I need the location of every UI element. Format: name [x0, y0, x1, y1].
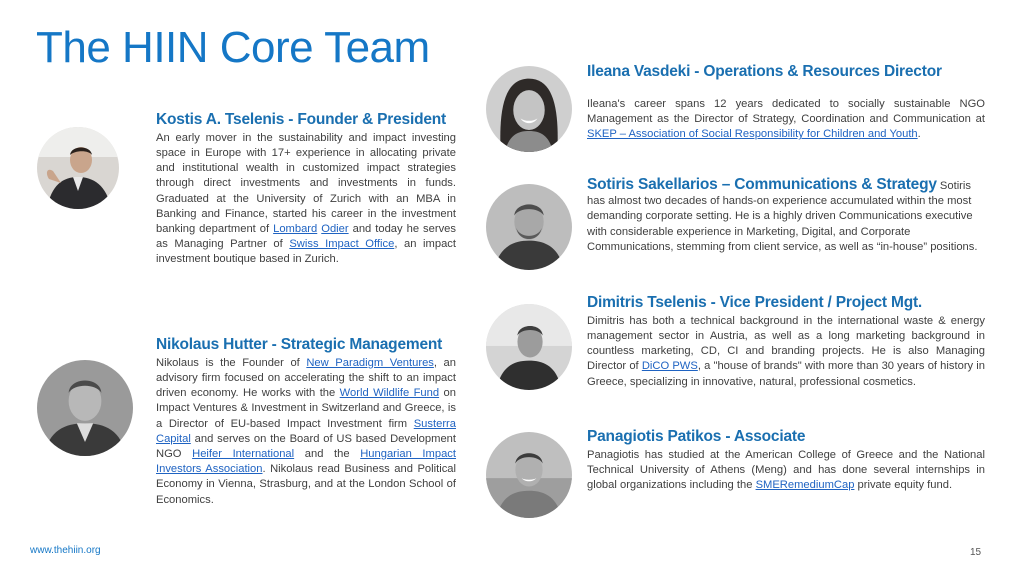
- bio-text: , a "house of brands" with more than 30 years of history in Greece, specializing in innovative, natural, professional cosmetics.: [587, 360, 986, 388]
- bio-text: Sotiris has almost two decades of hands-on experience accumulated within the most demanding corporate setting. He is a highly driven Communications executive with considerable experience in Marketing, Digital, and Corporate Communications, stemming from client service, as well as “in-house” positions.: [587, 180, 978, 253]
- link-heifer-international[interactable]: Heifer International: [192, 448, 295, 461]
- member-sotiris: [587, 177, 985, 255]
- member-bio: [587, 448, 985, 494]
- member-name: Ileana Vasdeki - Operations & Resources Director: [587, 63, 942, 80]
- avatar-kostis: [37, 127, 119, 209]
- page-number: 15: [970, 547, 982, 558]
- link-skep[interactable]: SKEP – Association of Social Responsibility for Children and Youth: [587, 128, 918, 141]
- link-smeremediumcap[interactable]: SMERemediumCap: [755, 479, 855, 492]
- link-susterra-capital[interactable]: Susterra Capital: [156, 417, 456, 445]
- link-hungarian-impact-investors[interactable]: Hungarian Impact Investors Association: [156, 448, 457, 476]
- member-bio: [156, 131, 456, 268]
- member-panagiotis: [587, 428, 985, 493]
- member-kostis: [156, 111, 456, 268]
- bio-text: An early mover in the sustainability and impact investing space in Europe with 17+ experience in allocating private and institutional wealth in customized impact strategies through direct investments and investments in funds. Graduated at the University of Zurich with an MBA in Banking and Finance, started his career in the investment banking department of: [156, 131, 456, 236]
- member-name: Kostis A. Tselenis - Founder & President: [156, 111, 446, 128]
- bio-text: and the: [294, 448, 361, 461]
- member-bio: [587, 97, 985, 143]
- portrait-sotiris: [486, 184, 572, 270]
- bio-text: , an impact investment boutique based in Zurich.: [156, 238, 456, 266]
- footer-url[interactable]: www.thehiin.org: [30, 545, 101, 556]
- bio-text: and today he serves as Managing Partner of: [156, 223, 457, 251]
- bio-text: Panagiotis has studied at the American College of Greece and the National Technical University of Athens (Meng) and has done several internships in global organizations including the: [587, 448, 985, 492]
- link-odier[interactable]: Odier: [321, 223, 349, 236]
- portrait-nikolaus: [37, 360, 133, 456]
- bio-text: Dimitris has both a technical background in the international waste & energy management sector in Austria, as well as a long marketing background in countless marketing, CD, CI and branding projects. He is also Managing Director of: [587, 314, 985, 373]
- avatar-sotiris: [486, 184, 572, 270]
- link-dico-pws[interactable]: DiCO PWS: [641, 360, 698, 373]
- member-dimitris: [587, 294, 985, 390]
- bio-text: and serves on the Board of US based Development NGO: [156, 432, 456, 461]
- bio-text: Ileana's career spans 12 years dedicated to socially sustainable NGO Management as the Director of Strategy, Coordination and Communication at: [587, 97, 985, 126]
- avatar-panagiotis: [486, 432, 572, 518]
- member-name: Sotiris Sakellarios – Communications & Strategy: [587, 176, 937, 193]
- member-bio: [587, 314, 985, 390]
- member-bio: [587, 177, 985, 255]
- bio-text: private equity fund.: [854, 479, 953, 492]
- page-title: The HIIN Core Team: [36, 23, 430, 72]
- member-name: Dimitris Tselenis - Vice President / Project Mgt.: [587, 294, 923, 311]
- avatar-nikolaus: [37, 360, 133, 456]
- link-swiss-impact-office[interactable]: Swiss Impact Office: [289, 238, 395, 251]
- member-name: Nikolaus Hutter - Strategic Management: [156, 336, 443, 353]
- portrait-panagiotis: [486, 432, 572, 518]
- bio-text: , an advisory firm focused on accelerating the shift to an impact driven economy. He works with the: [156, 356, 457, 400]
- portrait-ileana: [486, 66, 572, 152]
- portrait-kostis: [37, 127, 119, 209]
- member-ileana: [587, 63, 985, 142]
- member-name: Panagiotis Patikos - Associate: [587, 428, 806, 445]
- bio-text: . Nikolaus read Business and Political Economy in Vienna, Strasburg, and at the London School of Economics.: [156, 463, 456, 506]
- bio-text: Nikolaus is the Founder of: [156, 356, 307, 369]
- avatar-dimitris: [486, 304, 572, 390]
- bio-text: on Impact Ventures & Investment in Switzerland and Greece, is a Director of EU-based Impact Investment firm: [156, 387, 456, 430]
- avatar-ileana: [486, 66, 572, 152]
- member-bio: [156, 356, 456, 508]
- link-lombard[interactable]: Lombard: [273, 223, 318, 236]
- member-nikolaus: [156, 336, 456, 508]
- bio-text: .: [917, 128, 921, 141]
- link-world-wildlife-fund[interactable]: World Wildlife Fund: [339, 387, 440, 400]
- link-new-paradigm-ventures[interactable]: New Paradigm Ventures: [306, 356, 434, 369]
- portrait-dimitris: [486, 304, 572, 390]
